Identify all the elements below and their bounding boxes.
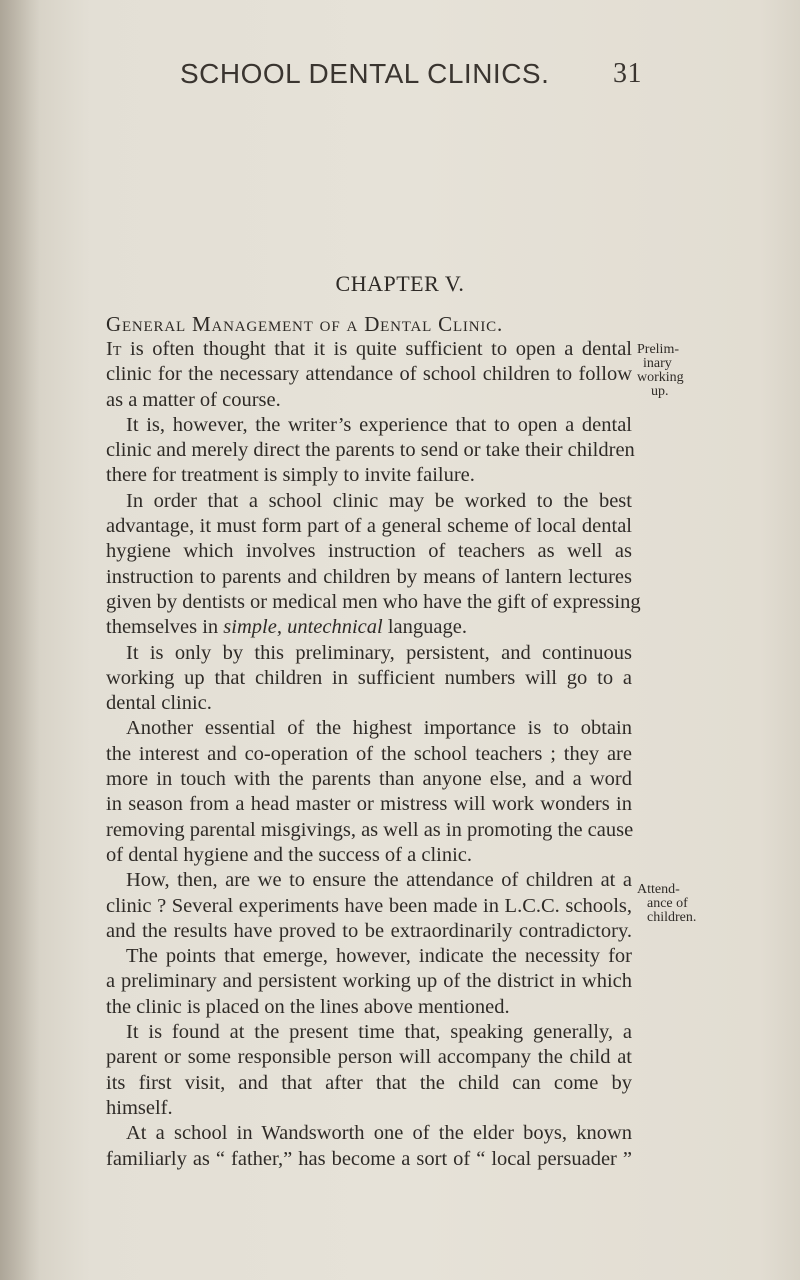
margin-note-line: working: [637, 370, 684, 385]
text-line: working up that children in sufficient numbers will go to a: [106, 666, 632, 689]
text-line: in season from a head master or mistress will work wonders in: [106, 793, 632, 816]
text-line: the clinic is placed on the lines above mentioned.: [106, 995, 510, 1018]
margin-note-line: Attend-: [637, 882, 680, 897]
page-number: 31: [613, 58, 642, 89]
drop-word: It: [106, 338, 122, 360]
margin-note-preliminary: [637, 343, 707, 399]
text-line: clinic and merely direct the parents to send or take their children: [106, 439, 635, 462]
text-line: In order that a school clinic may be worked to the best: [126, 489, 632, 512]
text-line: It is, however, the writer’s experience that to open a dental: [126, 413, 632, 436]
margin-note-line: children.: [647, 910, 697, 925]
text-line: himself.: [106, 1096, 173, 1119]
text-line: It is only by this preliminary, persistent, and continuous: [126, 641, 632, 664]
margin-note-line: Prelim-: [637, 342, 679, 357]
text-line: [106, 615, 632, 640]
text-line: advantage, it must form part of a general scheme of local dental: [106, 515, 632, 538]
margin-note-line: up.: [651, 384, 669, 399]
running-title: SCHOOL DENTAL CLINICS.: [180, 58, 550, 89]
line-text: is often thought that it is quite sufficient to open a dental: [121, 338, 632, 360]
chapter-heading: CHAPTER V.: [335, 271, 465, 296]
text-line: clinic ? Several experiments have been made in L.C.C. schools,: [106, 894, 632, 917]
text-line: At a school in Wandsworth one of the elder boys, known: [126, 1122, 632, 1145]
line-text: themselves in: [106, 616, 224, 639]
text-line: parent or some responsible person will accompany the child at: [106, 1046, 632, 1069]
text-line: instruction to parents and children by means of lantern lectures: [106, 565, 632, 588]
text-line: the interest and co-operation of the school teachers ; they are: [106, 742, 632, 765]
text-line: The points that emerge, however, indicate the necessity for: [126, 945, 632, 968]
text-line: there for treatment is simply to invite failure.: [106, 464, 475, 487]
chapter-subtitle: General Management of a Dental Clinic.: [106, 312, 504, 336]
running-header: [180, 58, 660, 98]
text-line: its first visit, and that after that the child can come by: [106, 1071, 632, 1094]
body-text: [106, 337, 641, 1172]
line-text: language.: [382, 616, 467, 639]
text-line: of dental hygiene and the success of a clinic.: [106, 843, 473, 866]
text-line: hygiene which involves instruction of teachers as well as: [106, 540, 632, 563]
text-line: removing parental misgivings, as well as in promoting the cause: [106, 818, 634, 841]
text-line: How, then, are we to ensure the attendance of children at a: [126, 869, 632, 892]
text-line: familiarly as “ father,” has become a sort of “ local persuader ”: [106, 1147, 632, 1170]
text-line: more in touch with the parents than anyone else, and a word: [106, 768, 632, 791]
italic-phrase: simple, untechnical: [223, 616, 383, 639]
margin-note-attendance: [637, 883, 707, 925]
text-line: clinic for the necessary attendance of school children to follow: [106, 363, 632, 386]
gutter-shadow: [0, 0, 40, 1280]
text-line: [106, 337, 632, 362]
margin-note-line: ance of: [647, 896, 688, 911]
text-line: Another essential of the highest importance is to obtain: [126, 717, 632, 740]
margin-note-line: inary: [643, 356, 672, 371]
text-line: given by dentists or medical men who have the gift of expressing: [106, 590, 641, 613]
text-line: a preliminary and persistent working up of the district in which: [106, 970, 632, 993]
text-line: It is found at the present time that, speaking generally, a: [126, 1021, 632, 1044]
text-line: as a matter of course.: [106, 388, 281, 411]
text-line: and the results have proved to be extraordinarily contradictory.: [106, 919, 632, 942]
text-line: dental clinic.: [106, 692, 212, 715]
